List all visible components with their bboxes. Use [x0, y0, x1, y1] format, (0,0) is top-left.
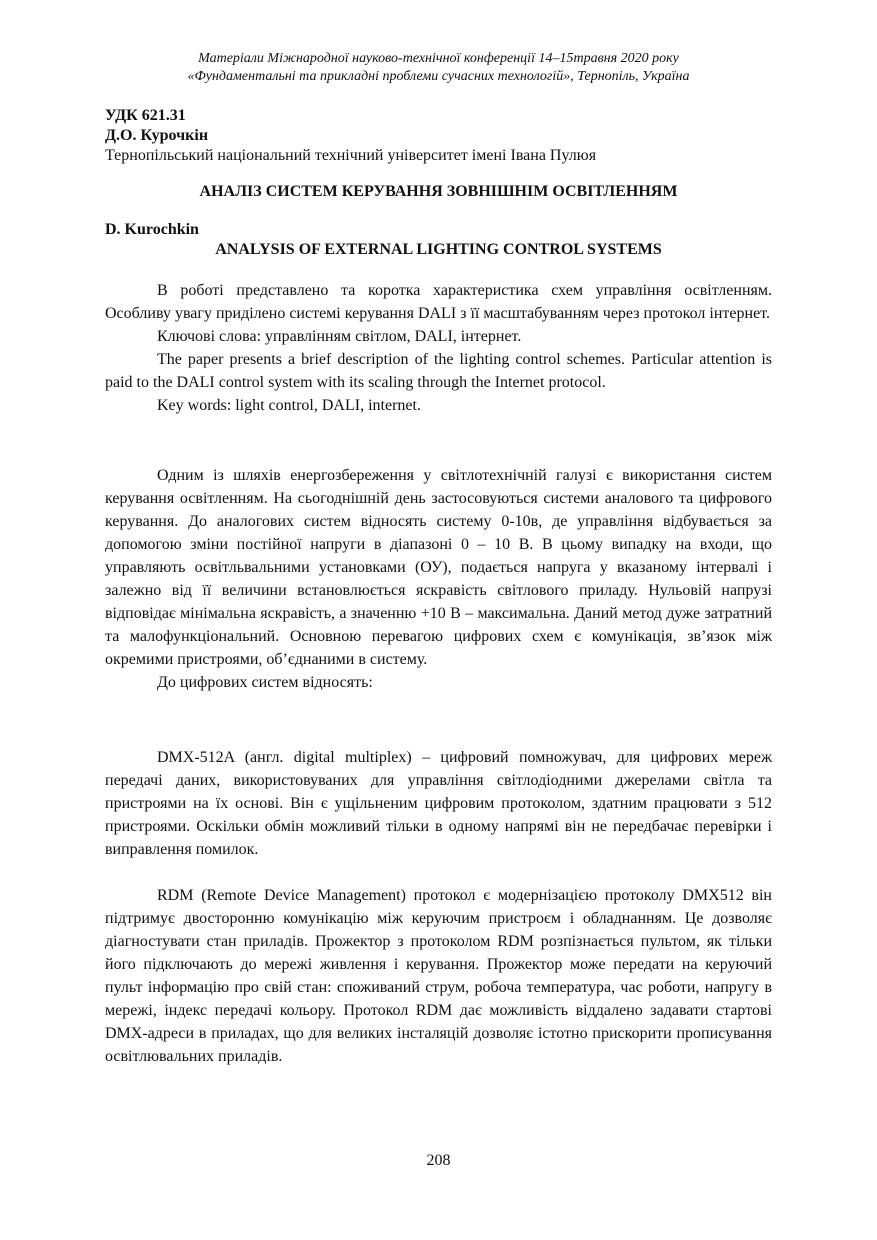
body-section-dmx: [105, 746, 772, 861]
body-paragraph-2: До цифрових систем відносять:: [157, 674, 373, 691]
keywords-ua: Ключові слова: управлінням світлом, DALI, інтернет.: [157, 328, 522, 345]
udk-code: УДК 621.31: [105, 107, 186, 124]
abstract-en: The paper presents a brief description of the lighting control schemes. Particular attention is paid to the DALI control system with its scaling through the Internet protocol.: [105, 351, 772, 391]
abstract-ua: В роботі представлено та коротка характеристика схем управління освітленням. Особливу увагу приділено системі керування DALI з її масштабуванням через протокол інтернет.: [105, 282, 772, 322]
paper-title-en: ANALYSIS OF EXTERNAL LIGHTING CONTROL SYSTEMS: [215, 241, 662, 258]
page-number: 208: [426, 1152, 451, 1169]
body-paragraph-1: Одним із шляхів енергозбереження у світлотехнічній галузі є використання систем керування освітленням. На сьогоднішній день застосовуються системи аналового та цифрового керування. До аналогових систем відносять систему 0-10в, де управління відбувається за допомогою зміни постійної напруги в діапазоні 0 – 10 В. В цьому випадку на входи, що управляють освітльвальними установками (ОУ), подається напруга у вказаному інтервалі і залежно від її величини встановлюється яскравість світлового приладу. Нульовій напрузі відповідає мінімальна яскравість, а значенню +10 В – максимальна. Даний метод дуже затратний та малофункціональний. Основною перевагою цифрових схем є комунікація, зв’язок між окремими пристроями, об’єднаними в систему.: [105, 467, 772, 668]
abstract-section: [105, 279, 772, 417]
keywords-en: Key words: light control, DALI, internet.: [157, 397, 421, 414]
body-section-rdm: [105, 884, 772, 1068]
conference-header: [105, 50, 772, 86]
paper-title-ua: АНАЛІЗ СИСТЕМ КЕРУВАННЯ ЗОВНІШНІМ ОСВІТЛЕННЯМ: [199, 183, 678, 200]
conference-header-line1: Матеріали Міжнародної науково-технічної конференції 14–15травня 2020 року: [198, 51, 679, 66]
body-section-intro: [105, 464, 772, 694]
author-affiliation: Тернопільський національний технічний університет імені Івана Пулюя: [105, 147, 597, 164]
conference-header-line2: «Фундаментальні та прикладні проблеми сучасних технологій», Тернопіль, Україна: [187, 69, 690, 84]
body-paragraph-dmx: DMX-512A (англ. digital multiplex) – цифровий помножувач, для цифрових мереж передачі даних, використовуваних для управління світлодіодними джерелами світла та пристроями на їх основі. Він є ущільненим цифровим протоколом, здатним працювати з 512 пристроями. Оскільки обмін можливий тільки в одному напрямі він не передбачає перевірки і виправлення помилок.: [105, 749, 772, 858]
author-name-en: D. Kurochkin: [105, 221, 199, 238]
author-name-ua: Д.О. Курочкін: [105, 127, 209, 144]
body-paragraph-rdm: RDM (Remote Device Management) протокол є модернізацією протоколу DMX512 він підтримує двосторонню комунікацію між керуючим пристроєм і обладнанням. Це дозволяє діагностувати стан приладів. Прожектор з протоколом RDM розпізнається пультом, як тільки його підключають до мережі живлення і керування. Прожектор може передати на керуючий пульт інформацію про свій стан: споживаний струм, робоча температура, час роботи, напругу в мережі, індекс передачі кольору. Протокол RDM дає можливість віддалено задавати стартові DMX-адреси в приладах, що для великих інсталяцій дозволяє істотно прискорити прописування освітлювальних приладів.: [105, 887, 772, 1065]
